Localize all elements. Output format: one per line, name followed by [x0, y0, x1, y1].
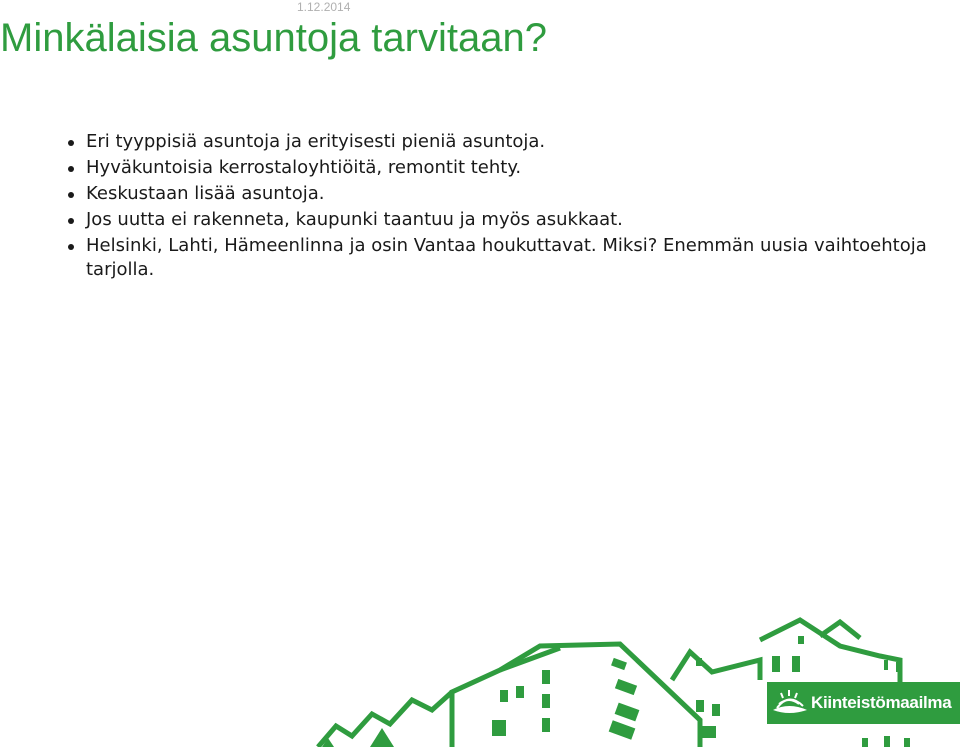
bullet-item	[64, 208, 944, 232]
bullet-text: Hyväkuntoisia kerrostaloyhtiöitä, remontit tehty.	[86, 157, 522, 178]
bullet-item	[64, 234, 944, 282]
bullet-dot-icon	[68, 218, 74, 224]
bullet-list	[64, 130, 944, 284]
sun-leaf-logo-icon	[767, 682, 811, 724]
kiinteistomaailma-logo	[767, 682, 960, 724]
bullet-dot-icon	[68, 166, 74, 172]
bullet-text: Keskustaan lisää asuntoja.	[86, 183, 325, 204]
date-label: 1.12.2014	[297, 0, 351, 14]
logo-text: Kiinteistömaailma	[811, 693, 952, 712]
bullet-text: Eri tyyppisiä asuntoja ja erityisesti pieniä asuntoja.	[86, 131, 546, 152]
bullet-dot-icon	[68, 192, 74, 198]
bullet-dot-icon	[68, 244, 74, 250]
slide-title: Minkälaisia asuntoja tarvitaan?	[0, 16, 547, 60]
bullet-text: Jos uutta ei rakenneta, kaupunki taantuu ja myös asukkaat.	[86, 209, 623, 230]
city-skyline-illustration	[0, 600, 960, 747]
bullet-dot-icon	[68, 140, 74, 146]
bullet-text: Helsinki, Lahti, Hämeenlinna ja osin Vantaa houkuttavat. Miksi? Enemmän uusia vaihtoehtoja tarjolla.	[86, 235, 927, 280]
bullet-item	[64, 156, 944, 180]
bullet-item	[64, 182, 944, 206]
bullet-item	[64, 130, 944, 154]
